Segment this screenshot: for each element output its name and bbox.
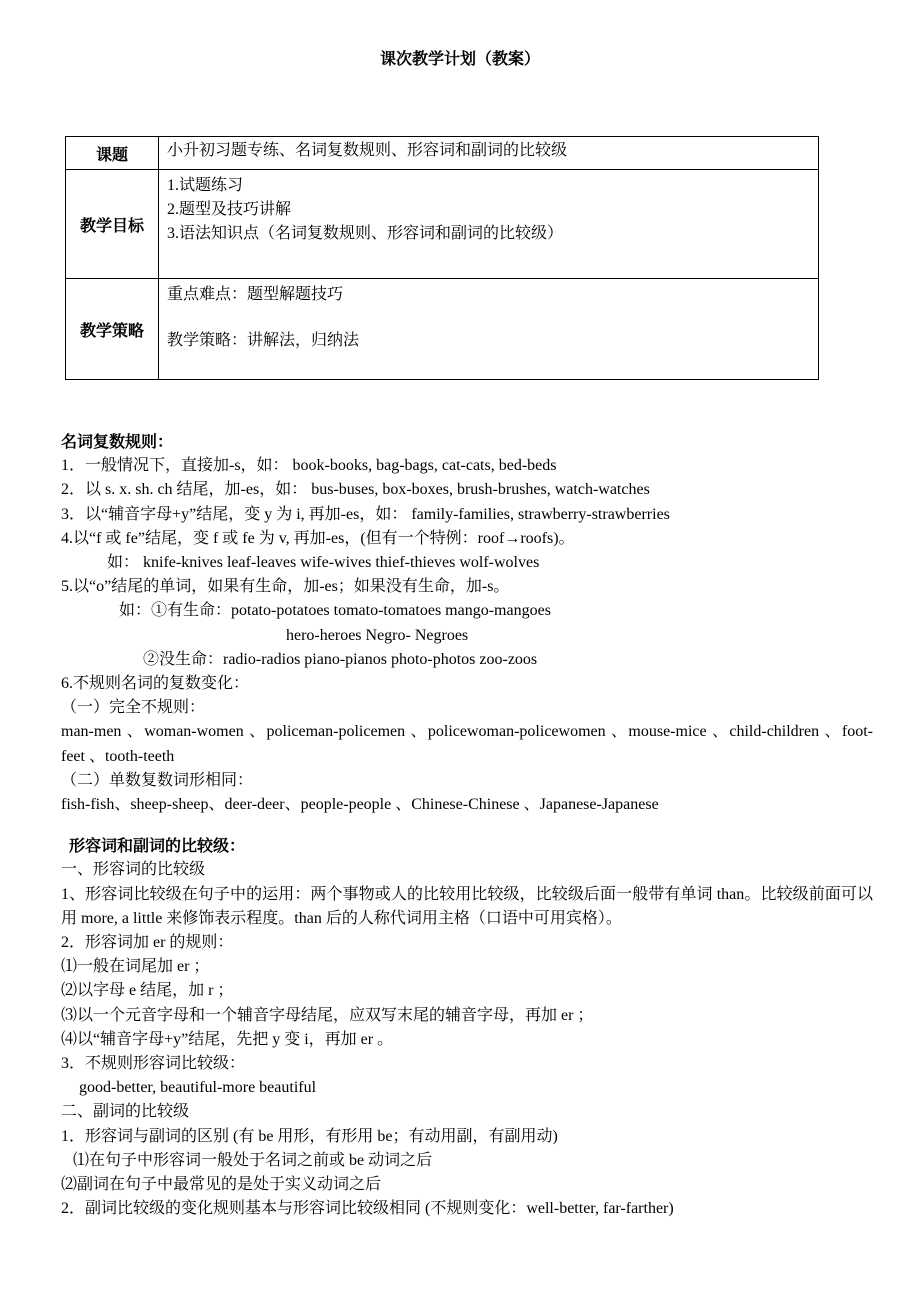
strategy-label: 教学策略	[66, 279, 159, 380]
plural-rule-5: 5.以“o”结尾的单词，如果有生命，加-es；如果没有生命，加-s。	[61, 578, 510, 596]
irregular-list: man-men 、woman-women 、policeman-policemen 、policewoman-policewomen 、mouse-mice 、child-children 、foot-feet 、tooth-teeth	[61, 723, 873, 765]
page-title: 课次教学计划（教案）	[379, 49, 540, 68]
goal-item: 3.语法知识点（名词复数规则、形容词和副词的比较级）	[167, 225, 564, 242]
plural-rule-1: 1．一般情况下，直接加-s，如： book-books, bag-bags, cat-cats, bed-beds	[61, 457, 557, 475]
adjective-section-title: 一、形容词的比较级	[61, 861, 206, 879]
table-row	[66, 279, 819, 380]
adjective-rule-2-2: ⑵以字母 e 结尾，加 r ；	[61, 982, 234, 1000]
adverb-rule-1-2: ⑵副词在句子中最常见的是处于实义动词之后	[61, 1176, 382, 1194]
goal-list	[159, 170, 819, 279]
adverb-rule-1-1: ⑴在句子中形容词一般处于名词之前或 be 动词之后	[73, 1151, 433, 1169]
goal-item: 2.题型及技巧讲解	[167, 201, 292, 218]
comparison-heading: 形容词和副词的比较级：	[69, 836, 246, 856]
table-row	[66, 170, 819, 279]
plural-rule-2: 2．以 s. x. sh. ch 结尾，加-es，如： bus-buses, box-boxes, brush-brushes, watch-watches	[61, 481, 650, 499]
lesson-body	[61, 430, 873, 1222]
adjective-rule-2-title: 2．形容词加 er 的规则：	[61, 934, 234, 952]
plural-rule-4: 4.以“f 或 fe”结尾，变 f 或 fe 为 v, 再加-es，(但有一个特例：roof→roofs)。	[61, 529, 575, 547]
strategy-cell	[159, 279, 819, 380]
adjective-rule-2-3: ⑶以一个元音字母和一个辅音字母结尾，应双写末尾的辅音字母，再加 er ；	[61, 1006, 594, 1024]
key-points: 重点难点：题型解题技巧	[167, 286, 344, 303]
plural-rule-5-nonliving: ②没生命：radio-radios piano-pianos photo-photos zoo-zoos	[143, 650, 538, 668]
adverb-section-title: 二、副词的比较级	[61, 1103, 190, 1121]
goal-label: 教学目标	[66, 170, 159, 279]
plural-rule-3: 3．以“辅音字母+y”结尾，变 y 为 i, 再加-es，如： family-families, strawberry-strawberries	[61, 505, 670, 523]
adjective-rule-1: 1、形容词比较级在句子中的运用：两个事物或人的比较用比较级，比较级后面一般带有单词 than。比较级前面可以用 more, a little 来修饰表示程度。than 后的人称代词用主格（口语中可用宾格）。	[61, 885, 873, 927]
adjective-rule-3-list: good-better, beautiful-more beautiful	[79, 1079, 317, 1097]
plural-rule-4-examples: 如： knife-knives leaf-leaves wife-wives thief-thieves wolf-wolves	[107, 554, 540, 572]
irregular-title: （一）完全不规则：	[61, 699, 206, 717]
plural-rule-5-living: 如：①有生命：potato-potatoes tomato-tomatoes mango-mangoes	[119, 602, 551, 620]
plural-rule-6: 6.不规则名词的复数变化：	[61, 675, 250, 693]
same-form-title: （二）单数复数词形相同：	[61, 771, 254, 789]
goal-item: 1.试题练习	[167, 177, 244, 194]
adjective-rule-3-title: 3．不规则形容词比较级：	[61, 1055, 246, 1073]
lesson-plan-table	[65, 136, 819, 380]
adverb-rule-1: 1．形容词与副词的区别 (有 be 用形，有形用 be；有动用副，有副用动)	[61, 1127, 558, 1145]
table-row	[66, 137, 819, 170]
topic-value: 小升初习题专练、名词复数规则、形容词和副词的比较级	[159, 137, 819, 170]
strategy-text: 教学策略：讲解法，归纳法	[167, 332, 360, 349]
plural-heading: 名词复数规则：	[61, 432, 174, 451]
topic-label: 课题	[66, 137, 159, 170]
plural-rule-5-living-2: hero-heroes Negro- Negroes	[286, 626, 469, 644]
adjective-rule-2-1: ⑴一般在词尾加 er ；	[61, 958, 210, 976]
adjective-rule-2-4: ⑷以“辅音字母+y”结尾，先把 y 变 i，再加 er 。	[61, 1030, 394, 1048]
same-form-list: fish-fish、sheep-sheep、deer-deer、people-people 、Chinese-Chinese 、Japanese-Japanese	[61, 796, 659, 814]
adverb-rule-2: 2．副词比较级的变化规则基本与形容词比较级相同 (不规则变化：well-better, far-farther)	[61, 1200, 674, 1218]
